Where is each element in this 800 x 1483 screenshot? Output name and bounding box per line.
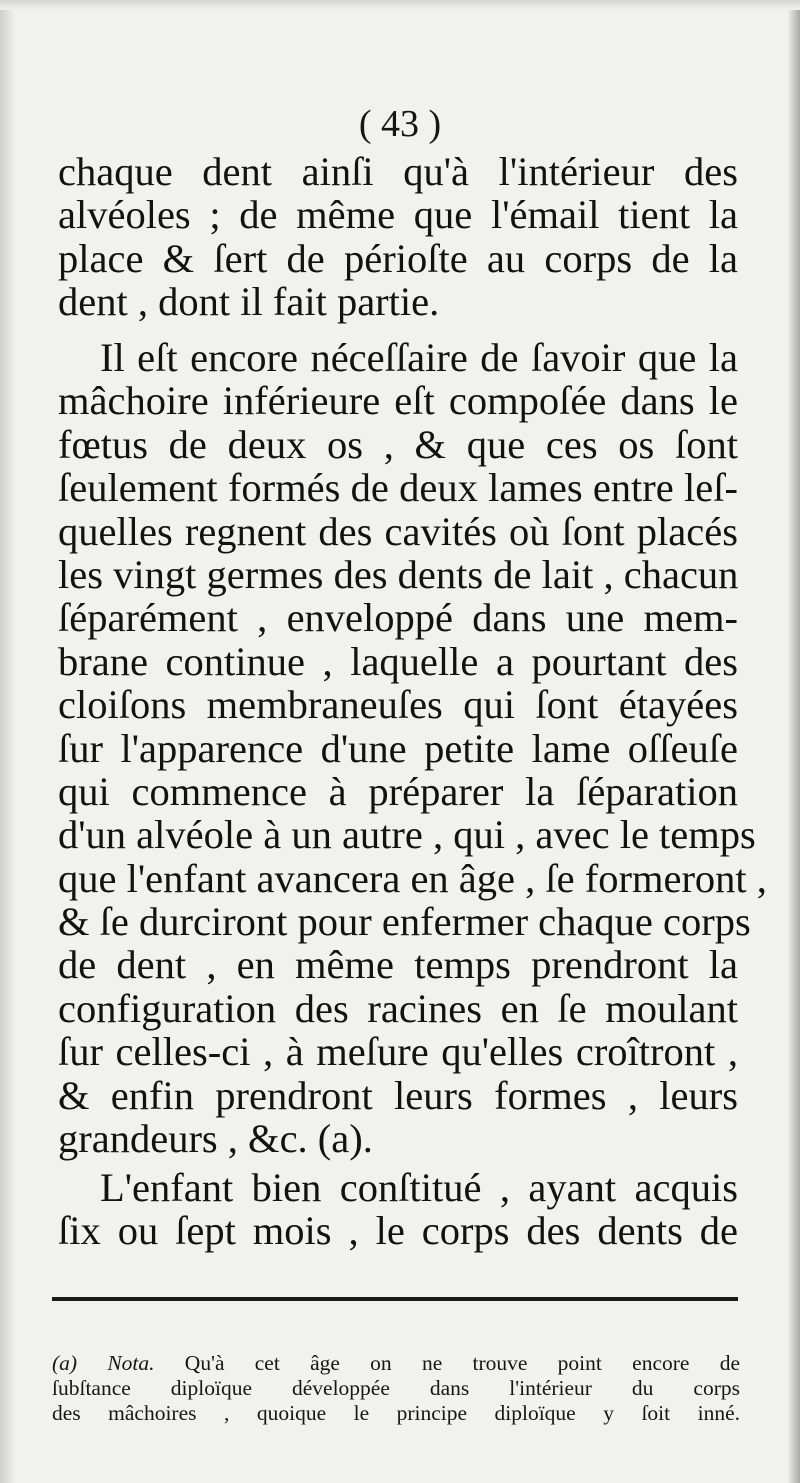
- text-line: les vingt germes des dents de lait , chacun: [58, 551, 739, 597]
- paragraph-3: [58, 1166, 738, 1253]
- text-line: quelles regnent des cavités où ſont placés: [58, 508, 738, 554]
- paragraph-2: [58, 335, 767, 1162]
- text-line: fœtus de deux os , & que ces os ſont: [58, 421, 738, 467]
- footnote-line: des mâchoires , quoique le principe diploïque y ſoit inné.: [52, 1401, 740, 1425]
- text-line: & enfin prendront leurs formes , leurs: [58, 1072, 738, 1118]
- text-line: & ſe durciront pour enfermer chaque corps: [58, 899, 751, 945]
- footnote-label: (a) Nota.: [52, 1351, 155, 1375]
- text-line: alvéoles ; de même que l'émail tient la: [58, 192, 738, 238]
- paragraph-1: [58, 150, 738, 324]
- text-line: configuration des racines en ſe moulant: [58, 985, 738, 1031]
- text-line: ſur celles-ci , à meſure qu'elles croîtront ,: [58, 1029, 738, 1075]
- text-line: grandeurs , &c. (a).: [58, 1116, 373, 1162]
- text-line: ſix ou ſept mois , le corps des dents de: [58, 1208, 738, 1254]
- text-line: cloiſons membraneuſes qui ſont étayées: [58, 682, 738, 728]
- text-line: ſeulement formés de deux lames entre leſ-: [58, 465, 738, 511]
- text-line: qui commence à préparer la ſéparation: [58, 768, 738, 814]
- page-edge-top: [0, 0, 800, 10]
- page-edge-right: [788, 0, 800, 1483]
- page-edge-left: [0, 0, 14, 1483]
- text-line: place & ſert de périoſte au corps de la: [58, 235, 738, 281]
- page-number: ( 43 ): [358, 103, 442, 145]
- text-line: que l'enfant avancera en âge , ſe formeront ,: [58, 855, 767, 901]
- footnote-text: Qu'à cet âge on ne trouve point encore de: [154, 1351, 740, 1375]
- text-line: ſur l'apparence d'une petite lame oſſeuſe: [58, 725, 738, 771]
- footnote-line: [52, 1351, 740, 1376]
- text-line: Il eſt encore néceſſaire de ſavoir que la: [100, 335, 738, 380]
- text-line: chaque dent ainſi qu'à l'intérieur des: [58, 149, 738, 194]
- text-line: brane continue , laquelle a pourtant des: [58, 638, 738, 684]
- text-line: ſéparément , enveloppé dans une mem-: [58, 595, 738, 641]
- text-line: de dent , en même temps prendront la: [58, 942, 738, 988]
- text-line: mâchoire inférieure eſt compoſée dans le: [58, 378, 738, 424]
- text-line: d'un alvéole à un autre , qui , avec le temps: [58, 812, 756, 858]
- text-line: L'enfant bien conſtitué , ayant acquis: [100, 1165, 738, 1210]
- text-line: dent , dont il fait partie.: [58, 279, 440, 325]
- footnote: [52, 1351, 740, 1426]
- footnote-rule: [52, 1297, 738, 1301]
- footnote-line: ſubſtance diploïque développée dans l'intérieur du corps: [52, 1376, 740, 1400]
